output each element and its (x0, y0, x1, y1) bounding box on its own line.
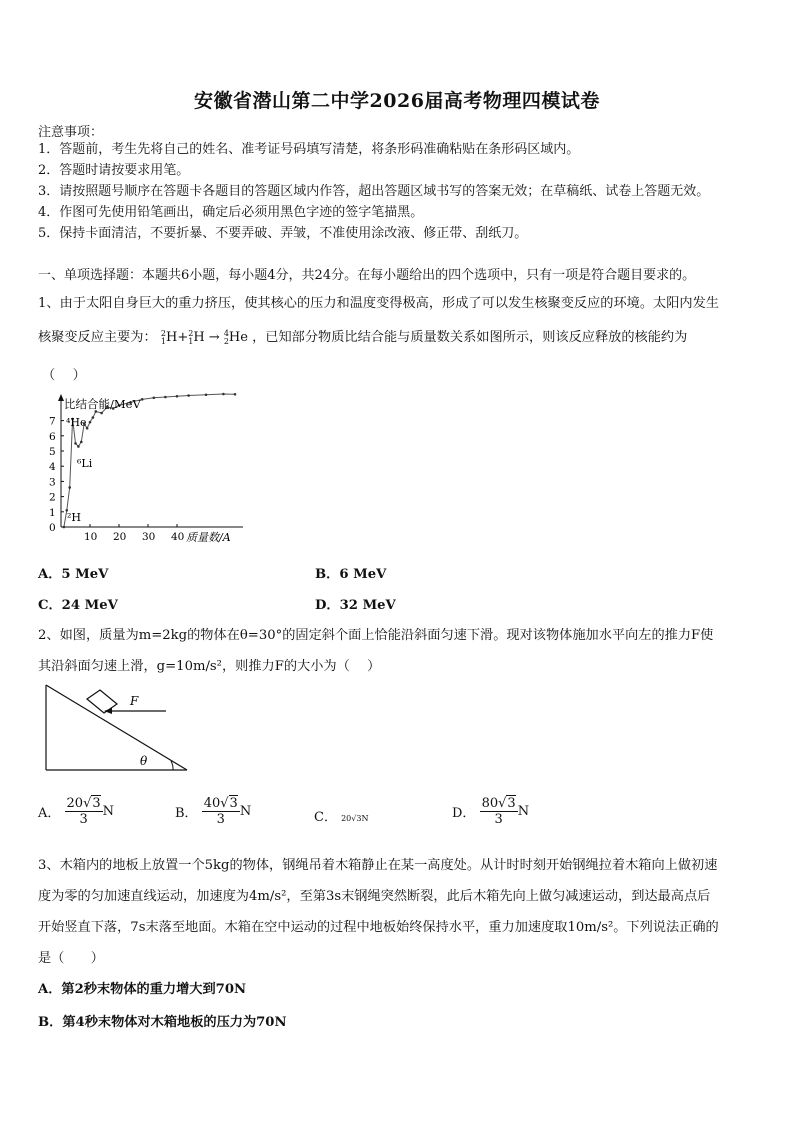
q1-option-b[interactable]: B．6 MeV (315, 567, 387, 582)
chart-ylabel: 比结合能/MeV (64, 397, 141, 411)
force-label: F (130, 694, 139, 708)
q1-line2 (38, 326, 687, 346)
q3-option-a[interactable]: A．第2秒末物体的重力增大到70N (38, 982, 247, 997)
section-heading: 一、单项选择题：本题共6小题，每小题4分，共24分。在每小题给出的四个选项中，只有一项是符合题目要求的。 (38, 268, 696, 283)
note-item-1: 1．答题前，考生先将自己的姓名、准考证号码填写清楚，将条形码准确粘贴在条形码区域内。 (38, 142, 580, 157)
q2-option-a[interactable] (38, 796, 114, 827)
q2-option-a-label: A． (38, 806, 61, 821)
q2-option-c-label: C． (314, 810, 337, 825)
q2-option-c[interactable] (314, 806, 368, 825)
q2-option-d[interactable] (452, 796, 529, 827)
block (87, 690, 117, 713)
note-item-2: 2．答题时请按要求用笔。 (38, 163, 190, 178)
q2-option-b-unit: N (239, 804, 252, 819)
y-tick-label: 5 (49, 446, 56, 458)
q2-option-c-text: 20√3N (341, 814, 369, 823)
notes-heading: 注意事项： (38, 125, 104, 140)
q1-answer-paren: （ ） (42, 368, 86, 383)
y-tick-label: 4 (49, 461, 56, 474)
q2-option-a-root: 3 (92, 796, 101, 811)
q2-option-d-root: 3 (507, 796, 516, 811)
y-tick-label: 2 (49, 491, 56, 504)
q2-option-b-num: 40 (203, 796, 221, 811)
q2-option-d-label: D． (452, 806, 476, 821)
q1-option-a[interactable]: A．5 MeV (38, 567, 109, 582)
annotation-li6: ⁶Li (77, 457, 93, 470)
q2-option-a-unit: N (102, 804, 115, 819)
note-item-3: 3．请按照题号顺序在答题卡各题目的答题区域内作答，超出答题区域书写的答案无效；在草稿纸、试卷上答题无效。 (38, 184, 710, 199)
q2-option-d-unit: N (517, 804, 530, 819)
data-point (164, 396, 167, 399)
fusion-equation: 2 1H+2 1H → 4 2He (160, 328, 253, 346)
q2-option-d-den: 3 (494, 812, 503, 827)
q2-option-b-label: B． (175, 806, 198, 821)
q1-option-c[interactable]: C．24 MeV (38, 598, 118, 613)
q1-line2-post: ，已知部分物质比结合能与质量数关系如图所示，则该反应释放的核能约为 (252, 330, 688, 345)
x-tick-label: 30 (142, 531, 156, 543)
q2-line1: 2、如图，质量为m=2kg的物体在θ=30°的固定斜个面上恰能沿斜面匀速下滑。现对该物体施加水平向左的推力F使 (38, 628, 714, 643)
data-point (89, 421, 92, 424)
y-tick-label: 0 (49, 522, 56, 534)
q3-line4: 是（ ） (38, 951, 104, 966)
y-tick-label: 1 (49, 506, 56, 519)
y-tick-label: 3 (49, 476, 56, 489)
q3-option-b[interactable]: B．第4秒末物体对木箱地板的压力为70N (38, 1015, 287, 1030)
q1-line1: 1、由于太阳自身巨大的重力挤压，使其核心的压力和温度变得极高，形成了可以发生核聚变反应的环境。太阳内发生 (38, 296, 719, 311)
data-point (176, 395, 179, 398)
q2-option-a-fraction: $\frac{20√3}{3}$ (66, 796, 101, 827)
q2-option-b-fraction: $\frac{40√3}{3}$ (203, 796, 238, 827)
page-title: 安徽省潜山第二中学2026届高考物理四模试卷 (194, 90, 600, 112)
q2-option-a-num: 20 (66, 796, 84, 811)
annotation-h2: ²H (67, 511, 82, 524)
y-tick-label: 7 (49, 415, 56, 428)
q2-option-a-den: 3 (79, 812, 88, 827)
data-point (92, 416, 95, 419)
data-point (141, 398, 144, 401)
data-point (100, 412, 103, 415)
data-point (77, 445, 80, 448)
q2-option-d-fraction: $\frac{80√3}{3}$ (481, 796, 516, 827)
q2-option-b[interactable] (175, 796, 251, 827)
data-point (80, 441, 83, 444)
q2-line2: 其沿斜面匀速上滑，g=10m/s²，则推力F的大小为（ ） (38, 659, 381, 674)
x-tick-label: 40 (171, 531, 185, 543)
note-item-5: 5．保持卡面清洁，不要折暴、不要弄破、弄皱，不准使用涂改液、修正带、刮纸刀。 (38, 226, 528, 241)
data-point (74, 442, 77, 445)
data-point (63, 526, 66, 529)
q1-line2-pre: 核聚变反应主要为： (38, 330, 157, 345)
incline-slope (46, 685, 187, 770)
q2-option-b-root: 3 (229, 796, 238, 811)
angle-label: θ (140, 754, 148, 768)
data-point (153, 397, 156, 400)
x-tick-label: 20 (113, 531, 127, 543)
q3-line1: 3、木箱内的地板上放置一个5kg的物体，钢绳吊着木箱静止在某一高度处。从计时时刻开始钢绳拉着木箱向上做初速 (38, 858, 718, 873)
chart-xlabel: 质量数/A (186, 531, 231, 544)
annotation-he4: ⁴He (66, 416, 87, 429)
q1-option-d[interactable]: D．32 MeV (315, 598, 396, 613)
q3-line3: 开始竖直下落，7s末落至地面。木箱在空中运动的过程中地板始终保持水平，重力加速度取10m/s²。下列说法正确的 (38, 920, 719, 935)
data-point (234, 393, 237, 396)
data-point (205, 393, 208, 396)
q2-option-d-num: 80 (481, 796, 499, 811)
y-tick-label: 6 (49, 430, 56, 443)
binding-energy-chart (40, 390, 250, 550)
q3-line2: 度为零的匀加速直线运动，加速度为4m/s²，至第3s末钢绳突然断裂，此后木箱先向上做匀减速运动，到达最高点后 (38, 889, 711, 904)
x-tick-label: 10 (84, 531, 98, 543)
data-point (222, 393, 225, 396)
incline-diagram (40, 683, 200, 775)
note-item-4: 4．作图可先使用铅笔画出，确定后必须用黑色字迹的签字笔描黑。 (38, 205, 424, 220)
angle-arc (171, 761, 173, 770)
data-point (187, 394, 190, 397)
data-point (68, 486, 71, 489)
q2-option-b-den: 3 (216, 812, 225, 827)
